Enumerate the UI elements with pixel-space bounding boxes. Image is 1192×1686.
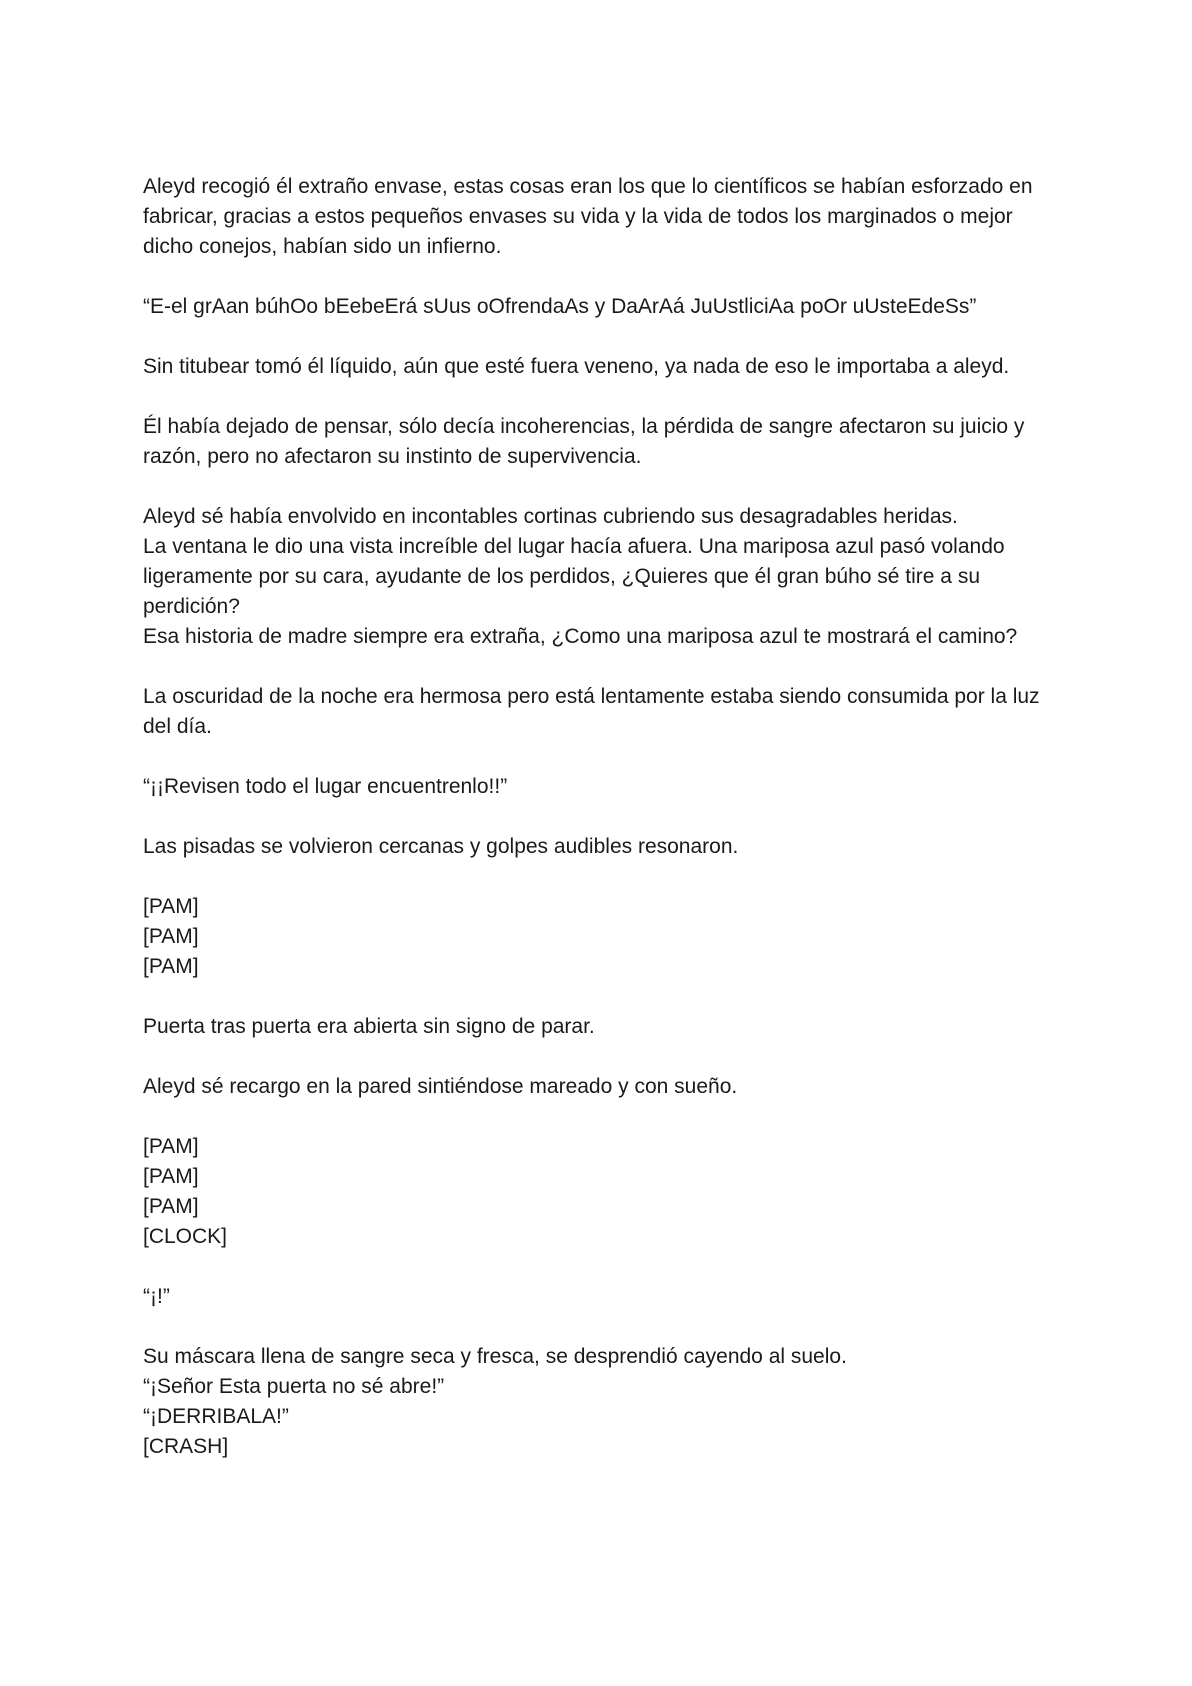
paragraph-11: Aleyd sé recargo en la pared sintiéndose mareado y con sueño. <box>143 1075 738 1098</box>
paragraph-7: “¡¡Revisen todo el lugar encuentrenlo!!” <box>143 775 508 798</box>
document-body <box>143 172 1053 1462</box>
paragraph-2: “E-el grAan búhOo bEebeErá sUus oOfrendaAs y DaArAá JuUstliciAa poOr uUsteEdeSs” <box>143 295 977 318</box>
paragraph-gap <box>143 1042 1053 1072</box>
paragraph-gap <box>143 262 1053 292</box>
paragraph-gap <box>143 862 1053 892</box>
paragraph-gap <box>143 1312 1053 1342</box>
paragraph-gap <box>143 382 1053 412</box>
paragraph-10: Puerta tras puerta era abierta sin signo de parar. <box>143 1015 595 1038</box>
paragraph-12: [PAM] [PAM] [PAM] [CLOCK] <box>143 1135 228 1248</box>
paragraph-4: Él había dejado de pensar, sólo decía incoherencias, la pérdida de sangre afectaron su juicio y razón, pero no afectaron su instinto de supervivencia. <box>143 415 1025 468</box>
paragraph-1: Aleyd recogió él extraño envase, estas cosas eran los que lo científicos se habían esforzado en fabricar, gracias a estos pequeños envases su vida y la vida de todos los marginados o mejor dicho conejos, habían sido un infierno. <box>143 175 1033 258</box>
paragraph-3: Sin titubear tomó él líquido, aún que esté fuera veneno, ya nada de eso le importaba a aleyd. <box>143 355 1010 378</box>
paragraph-6: La oscuridad de la noche era hermosa pero está lentamente estaba siendo consumida por la luz del día. <box>143 685 1040 738</box>
paragraph-gap <box>143 742 1053 772</box>
paragraph-9: [PAM] [PAM] [PAM] <box>143 895 199 978</box>
paragraph-gap <box>143 652 1053 682</box>
paragraph-gap <box>143 472 1053 502</box>
paragraph-14: Su máscara llena de sangre seca y fresca, se desprendió cayendo al suelo. “¡Señor Esta puerta no sé abre!” “¡DERRIBALA!” [CRASH] <box>143 1345 847 1458</box>
paragraph-5: Aleyd sé había envolvido en incontables cortinas cubriendo sus desagradables heridas. La ventana le dio una vista increíble del lugar hacía afuera. Una mariposa azul pasó volando ligeramente por su cara, ayudante de los perdidos, ¿Quieres que él gran búho sé tire a su perdición? Esa historia de madre siempre era extraña, ¿Como una mariposa azul te mostrará el camino? <box>143 505 1018 648</box>
paragraph-gap <box>143 982 1053 1012</box>
paragraph-gap <box>143 322 1053 352</box>
paragraph-gap <box>143 1102 1053 1132</box>
paragraph-8: Las pisadas se volvieron cercanas y golpes audibles resonaron. <box>143 835 739 858</box>
paragraph-13: “¡!” <box>143 1285 170 1308</box>
paragraph-gap <box>143 802 1053 832</box>
paragraph-gap <box>143 1252 1053 1282</box>
